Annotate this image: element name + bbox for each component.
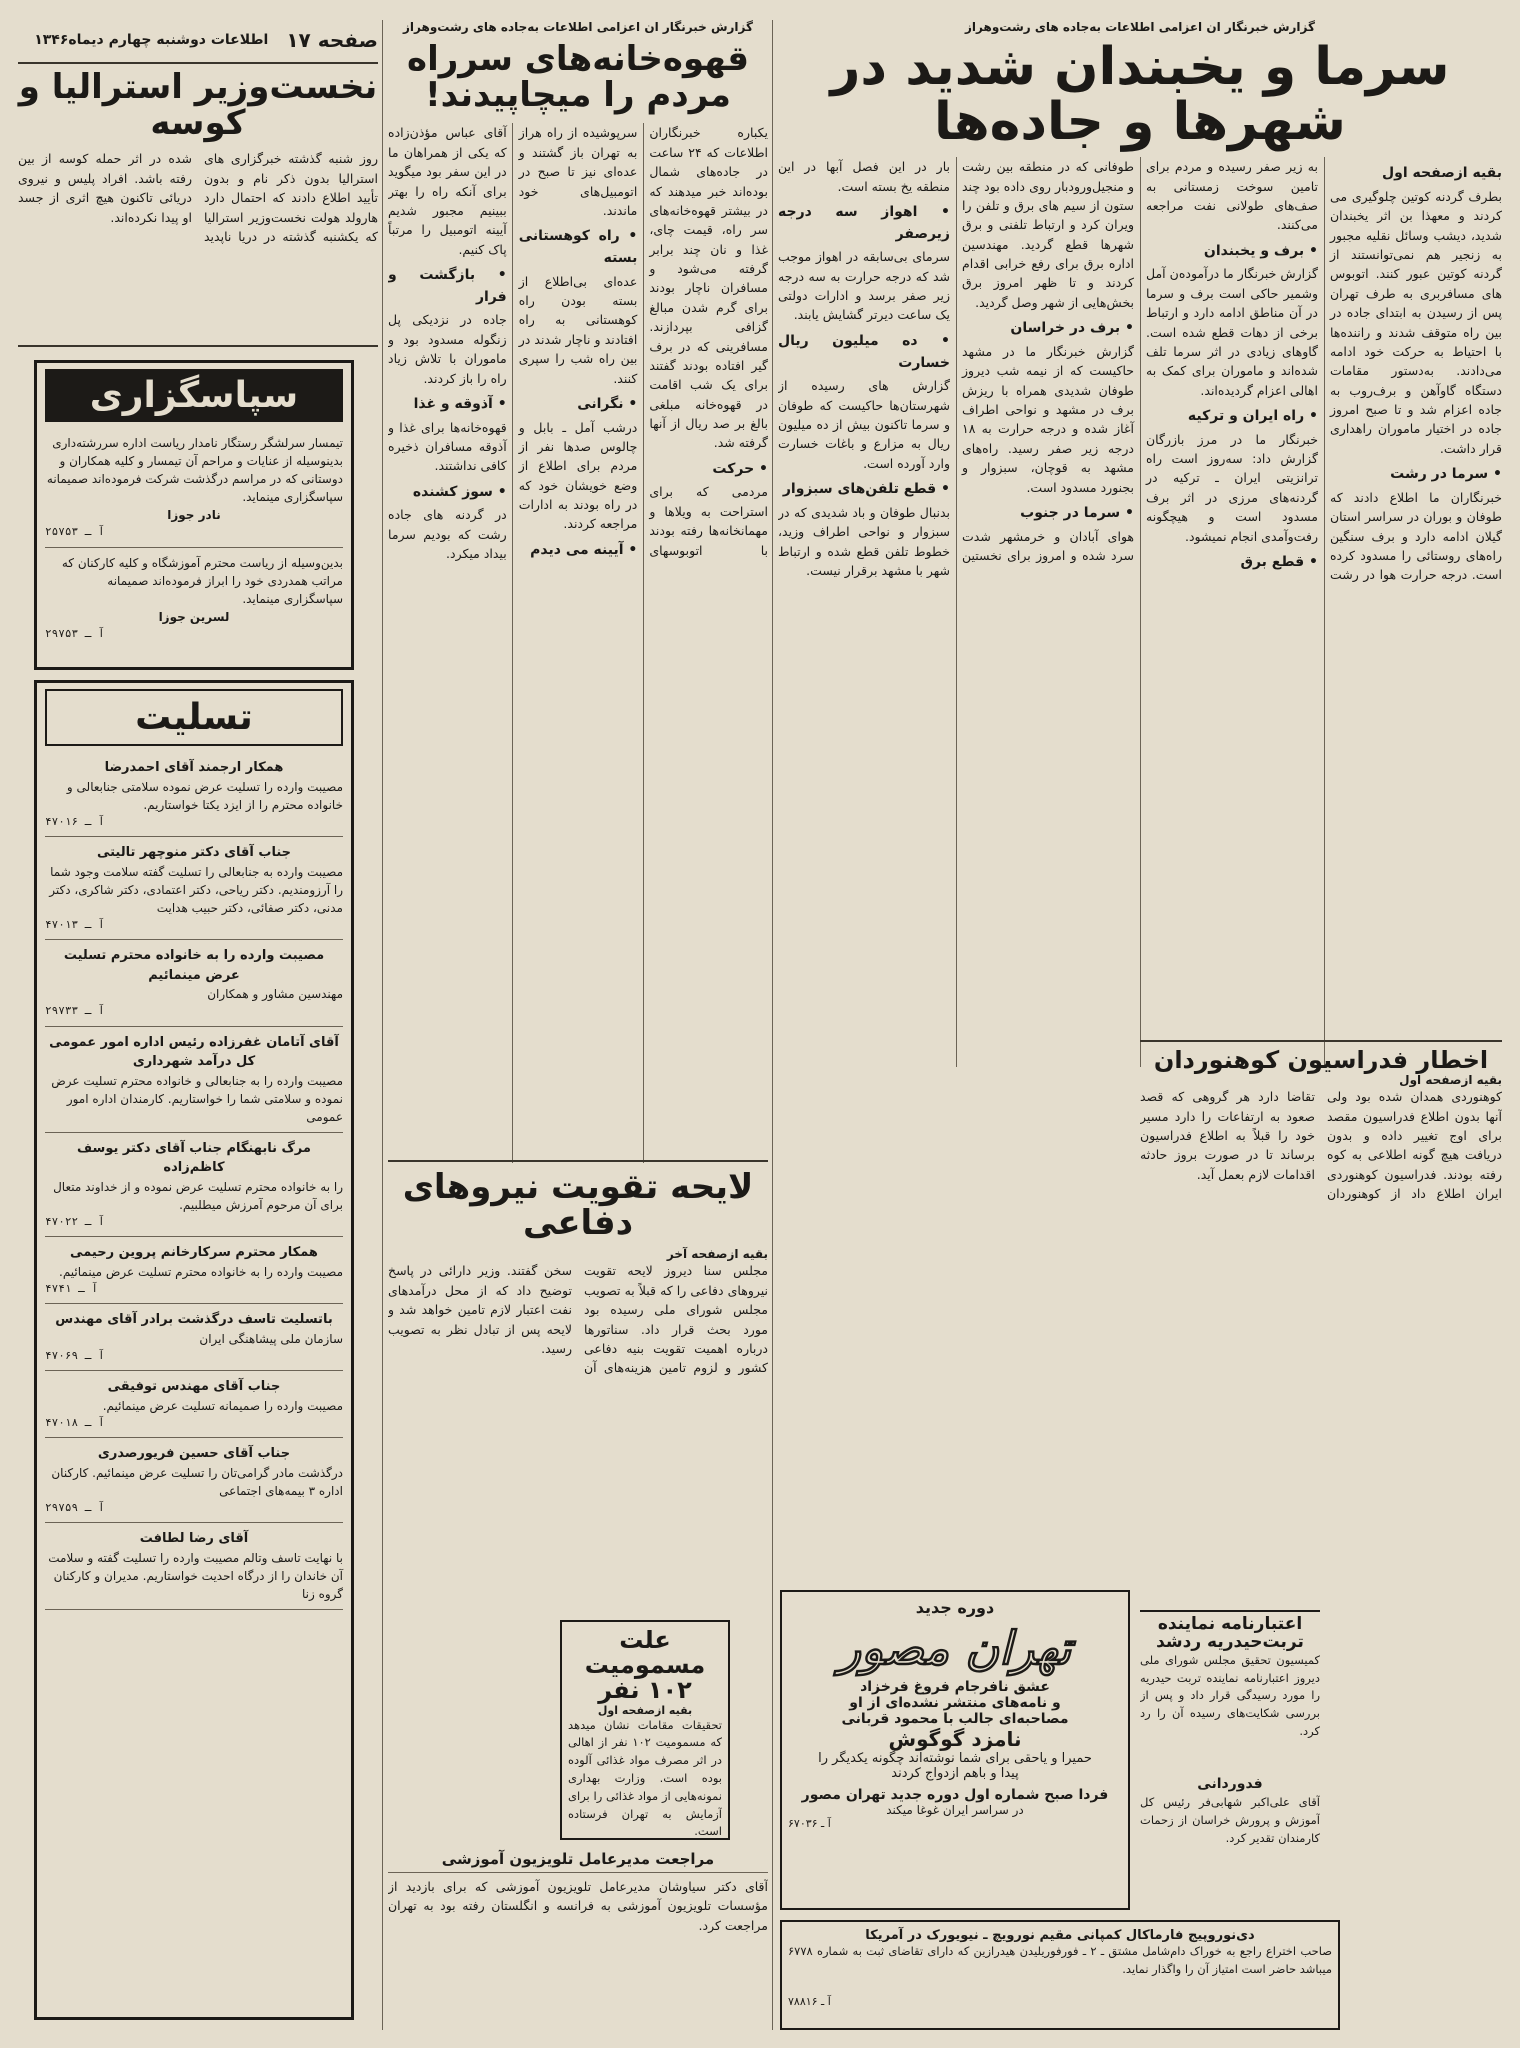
tv-story [388,1850,768,2030]
condolence-code: آ ـ ۲۹۷۳۳ [45,1004,105,1017]
condolence-notice [45,752,343,837]
thanks-text: تیمسار سرلشگر رستگار نامدار ریاست اداره سررشته‌داری بدینوسیله از عنایات و مراحم آن تیمسار و کلیه همکاران و دوستانی که در مراسم درگذشت شرکت فرموده‌اند صمیمانه سپاسگزاری مینماید. [46,436,343,504]
condolence-heading: باتسلیت تاسف درگذشت برادر آقای مهندس [55,1312,333,1327]
main-sub-rasht: • سرما در رشت [1330,464,1502,486]
defense-text: مجلس سنا دیروز لایحه تقویت نیروهای دفاعی را که قبلاً به تصویب مجلس شورای ملی رسیده بود مورد بحث قرار داد. سناتورها درباره اهمیت تقویت بنیه دفاعی کشور و لزوم تامین هزینه‌های آن سخن گفتند. وزیر دارائی در پاسخ توضیح داد که از محل درآمدهای نفت اعتبار لازم تامین خواهد شد و لایحه پس از تبادل نظر به تصویب رسید. [388,1263,768,1376]
thanks-title: سپاسگزاری [45,369,343,422]
magazine-line-4: نامزد گوگوش [888,1727,1022,1751]
condolence-notice [45,1371,343,1438]
magazine-banner: تهران مصور [838,1621,1072,1675]
condolence-body: مصیبت وارده را صمیمانه تسلیت عرض مینمائیم. [102,1398,343,1413]
condolence-code: آ ـ ۴۷۰۲۲ [45,1214,105,1228]
magazine-ad [780,1590,1130,1910]
condolence-heading: آقای رضا لطافت [139,1531,249,1546]
company-text: صاحب اختراع راجع به خوراک دام‌شامل مشتق ـ ۲ ـ فورفوریلیدن هیدرازین که دارای تقاضای ثبت به شماره ۶۷۷۸ میباشد حاضر است امتیاز آن را واگذار نماید. [788,1944,1332,1976]
condolence-notice [45,1304,343,1371]
condolence-heading: مرگ نابهنگام جناب آقای دکتر یوسف کاظم‌زاده [77,1140,311,1175]
condolence-code: آ ـ ۴۷۰۶۹ [45,1348,105,1362]
condolence-code: آ ـ ۴۷۰۱۶ [45,814,105,828]
main-sub-khorasan: • برف در خراسان [962,318,1134,340]
thanks-text-2: بدین‌وسیله از ریاست محترم آموزشگاه و کلیه کارکنان که مراتب همدردی خود را ابراز فرموده‌اند صمیمانه سپاسگزاری مینماید. [61,555,343,606]
cafe-text-6: جاده در نزدیکی پل زنگوله مسدود بود و ماموران با تلاش زیاد راه را باز کردند. [388,312,507,386]
condolence-body: مصیبت وارده را به خانواده محترم تسلیت عرض مینمائیم. [59,1264,343,1279]
condolence-body: مهندسین مشاور و همکاران [207,987,343,1001]
condolence-body: را به خانواده محترم تسلیت عرض نموده و از خداوند متعال برای آن مرحوم آمرزش میطلبیم. [53,1179,343,1212]
condolence-code: آ ـ ۴۷۰۱۸ [45,1415,105,1429]
magazine-line-2: و نامه‌های منتشر نشده‌ای از او [849,1695,1061,1711]
cafe-text-5: آقای عباس مؤذن‌زاده که یکی از همراهان ما در این سفر بود میگوید برای آنکه راه را بهتر ببینیم مجبور شدیم آیینه اتومبیل را مرتباً پاک کنیم. [388,125,507,257]
thanks-code-2: آ ـ ۲۹۷۵۳ [45,626,105,640]
condolence-body: درگذشت مادر گرامی‌تان را تسلیت عرض مینمائیم. کارکنان اداره ۳ بیمه‌های اجتماعی [51,1465,343,1498]
main-col3-text4: گزارش های رسیده از شهرستان‌ها حاکیست که طوفان و سرما تاکنون بیش از ده میلیون ریال به مزارع و باغات خسارت وارد آورده است. [778,378,950,471]
magazine-tag: دوره جدید [915,1598,995,1617]
thanks-notice-1 [45,428,343,548]
condolence-body: مصیبت وارده را به جنابعالی و خانواده محترم تسلیت عرض نموده و سلامتی شما را خواستاریم. کارمندان اداره امور عمومی [51,1073,343,1124]
main-col1: بطرف گردنه کوتین چلوگیری می کردند و معهذا بن اثر یخبندان شدید، دیشب وسائل نقلیه مجبور به زنجیر هم نمی‌توانستند از گردنه کوتین عبور کنند. اتوبوس های مسافربری به طرف تهران پس از رسیدن به ابتدای جاده در بین راه متوقف شدند و راننده‌ها با احتیاط به حرکت خود ادامه می‌دادند. به‌دستور مقامات دستگاه گاوآهن و برف‌روب به جاده اعزام شد و تا صبح امروز جاده در اختیار ماموران راهداری قرار داشت. [1330,188,1502,456]
main-col3-text2: هوای آبادان و خرمشهر شدت سرد شده و امروز برای نخستین بار در این فصل آبها در این منطقه یخ بسته است. [778,159,1134,563]
election-text: کمیسیون تحقیق مجلس شورای ملی دیروز اعتبارنامه نماینده تربت حیدریه را مورد رسیدگی قرار داد و پس از بررسی شکایت‌های رسیده آن را رد کرد. [1140,1652,1320,1738]
cafe-kicker: گزارش خبرنگار ان اعزامی اطلاعات به‌جاده های رشت‌وهراز [403,20,753,34]
paper-date: اطلاعات دوشنبه چهارم دیماه۱۳۴۶ [34,32,269,48]
pm-story [18,67,378,340]
condolence-notice [45,1438,343,1523]
main-sub-snow: • برف و یخبندان [1146,241,1318,263]
main-col1-text3: گزارش خبرنگار ما درآموده‌ن آمل وشمیر حاکی است برف و سرما در آن مناطق ادامه دارد و ارتباط برخی از دهات قطع شده است. گاوهای زیادی در اثر سرما تلف شده‌اند و ماموران برای کمک به اهالی اعزام گردیده‌اند. [1146,266,1318,398]
cafe-story [388,20,768,1150]
election-story [1140,1610,1320,1760]
condolence-body: با نهایت تاسف وتالم مصیبت وارده را تسلیت گفته و سلامت آن خاندان را از درگاه احدیت خواستاریم. مدیران و کارکنان گروه زنا [48,1550,343,1601]
stores-story [1140,1770,1320,1890]
condolence-heading: جناب آقای دکتر منوچهر تالیتی [96,845,292,860]
condolence-box [34,680,354,2020]
condolence-heading: مصیبت وارده را به خانواده محترم تسلیت عرض مینمائیم [63,948,325,983]
pm-headline: نخست‌وزیر استرالیا و کوسه [18,67,378,143]
condolence-body: سازمان ملی پیشاهنگی ایران [199,1331,343,1346]
defense-continued: بقیه ازصفحه آخر [666,1247,768,1262]
cafe-sub-7: • سوز کشنده [388,482,507,504]
main-col3-text1: گزارش خبرنگار ما در مشهد حاکیست که از نیمه شب دیروز طوفان شدیدی همراه با ریزش برف در مشهد و نواحی اطراف آغاز شده و درجه حرارت به ۱۸ درجه زیر صفر رسید. راه‌های مشهد به قوچان، سبزوار و بجنورد مسدود است. [962,343,1134,495]
main-sub-ahvaz: • اهواز سه درجه زیرصفر [778,202,950,245]
condolence-heading: جناب آقای مهندس توفیقی [107,1379,281,1394]
magazine-footer: فردا صبح شماره اول دوره جدید تهران مصور [801,1787,1109,1803]
cooperatives-story [1140,1040,1502,1600]
cafe-body [388,123,768,1163]
magazine-line-5: حمیرا و یاحقی برای شما نوشته‌اند چگونه یکدیگر را [818,1751,1092,1766]
condolence-heading: همکار محترم سرکارخانم پروین رحیمی [70,1245,318,1260]
thanks-signature: نادر جوزا [167,508,221,522]
magazine-line-1: عشق نافرجام فروغ فرخزاد [860,1679,1050,1695]
condolence-heading: جناب آقای حسین فریورصدری [97,1446,291,1461]
pm-rule [18,345,378,347]
cafe-text-7: قهوه‌خانه‌ها برای غذا و آذوقه مسافران ذخیره کافی نداشتند. [388,419,507,474]
main-col2-text1: خبرنگار ما در مرز بازرگان گزارش داد: سه‌روز است راه ترانزیتی ایران ـ ترکیه در گردنه‌های مرزی در اثر برف مسدود است و هیچگونه رفت‌وآمدی انجام نمیشود. [1146,431,1318,544]
cafe-headline: قهوه‌خانه‌های سرراه مردم را میچاپیدند! [407,39,749,115]
company-ad [780,1920,1340,2030]
condolence-heading: همکار ارجمند آقای احمدرضا [104,760,284,775]
poison-text: تحقیقات مقامات نشان میدهد که مسمومیت ۱۰۲ نفر از اهالی در اثر مصرف مواد غذائی آلوده بوده است. وزارت بهداری نمونه‌هایی از مواد غذائی را برای آزمایش به تهران فرستاده است. [568,1717,722,1839]
poison-headline: علت مسمومیت ۱۰۲ نفر [584,1626,706,1705]
condolence-title: تسلیت [45,689,343,746]
main-sub-power: • قطع برق [1146,552,1318,574]
main-continued: بقیه ازصفحه اول [1382,165,1502,182]
cafe-rule [388,1160,768,1162]
condolence-heading: آقای آتامان غفرزاده رئیس اداره امور عمومی کل درآمد شهرداری [49,1034,339,1069]
defense-story [388,1167,768,1610]
main-headline: سرما و یخبندان شدید در شهرها و جاده‌ها [830,37,1450,152]
column-rule-1 [382,20,383,2030]
pm-text: روز شنبه گذشته خبرگزاری های استرالیا بدون ذکر نام و بدون تأیید اطلاع دادند که احتمال دارد هارولد هولت نخست‌وزیر استرالیا که یکشنبه گذشته در دریا ناپدید شده در اثر حمله کوسه از بین رفته باشد. افراد پلیس و نیروی دریائی تاکنون هیچ اثری از جسد او پیدا نکرده‌اند. [18,151,378,244]
main-col3-text5: بدنبال طوفان و باد شدیدی که در سبزوار و نواحی اطراف وزید، خطوط تلفن قطع شده و ارتباط شهر با مشهد برقرار نیست. [778,504,950,578]
main-col1-text2: خبرنگاران ما اطلاع دادند که طوفان و بوران در سراسر استان گیلان ادامه دارد و برف سنگین راه‌های روستائی را مسدود کرده است. درجه حرارت هوا در رشت به زیر صفر رسیده و مردم برای تامین سوخت زمستانی به صف‌های طولانی نفت مراجعه می‌کنند. [1146,159,1502,583]
cafe-text-4: درشب آمل ـ بابل و چالوس صدها نفر از مردم برای اطلاع از وضع خویشان خود که در راه بودند به ادارات مراجعه کردند. [518,419,638,532]
thanks-code: آ ـ ۲۵۷۵۳ [45,525,105,538]
folio [18,20,378,60]
folio-rule [18,62,378,64]
cafe-sub-4: • آیینه می دیدم [519,540,638,562]
main-body [778,157,1502,1067]
main-story [778,20,1502,1030]
magazine-footer-2: در سراسر ایران غوغا میکند [886,1803,1024,1817]
cooperatives-text: کوهنوردی همدان شده بود ولی آنها بدون اطلاع فدراسیون مقصد برای اوج تغییر داده و بدون دریافت هیچ گونه اطلاعی به کوه رفته بودند. فدراسیون کوهنوردی ایران اطلاع داد از کوهنوردان تقاضا دارد هر گروهی که قصد صعود به ارتفاعات را دارد مسیر خود را قبلاً به اطلاع فدراسیون برساند تا در صورت بروز حادثه اقدامات لازم بعمل آید. [1140,1089,1502,1202]
cafe-text-3: عده‌ای بی‌اطلاع از بسته بودن راه کوهستانی به راه افتادند و ناچار شدند در بین راه شب را سپری کنند. [518,273,638,386]
condolence-body: مصیبت وارده به جنابعالی را تسلیت گفته سلامت وجود شما را آرزومندیم. دکتر ریاحی، دکتر اعتمادی، دکتر شاکری، دکتر مدنی، دکتر صفائی، دکتر حبیب هدایت [49,864,343,915]
condolence-notice [45,940,343,1027]
cafe-sub-2: • راه کوهستانی بسته [519,226,638,269]
company-code: آ ـ ۷۸۸۱۶ [788,1995,831,2008]
main-sub-damage: • ده میلیون ریال خسارت [778,331,950,374]
stores-text: آقای علی‌اکبر شهابی‌فر رئیس کل آموزش و پرورش خراسان از زحمات کارمندان تقدیر کرد. [1140,1795,1320,1845]
cafe-sub-5: • بازگشت و فرار [388,265,507,308]
election-headline: اعتبارنامه نماینده تربت‌حیدریه ردشد [1140,1610,1320,1652]
main-kicker: گزارش خبرنگار ان اعزامی اطلاعات به‌جاده های رشت‌وهراز [965,20,1315,34]
defense-headline: لایحه تقویت نیروهای دفاعی [402,1167,754,1243]
poison-continued: بقیه ازصفحه اول [597,1703,693,1717]
cooperatives-headline: اخطار فدراسیون کوهنوردان [1153,1046,1489,1074]
cooperatives-continued: بقیه ازصفحه اول [1399,1073,1502,1088]
condolence-notice [45,837,343,940]
condolence-notice [45,1027,343,1133]
condolence-notice [45,1133,343,1238]
main-col3-text3: سرمای بی‌سابقه در اهواز موجب شد که درجه حرارت به سه درجه زیر صفر برسد و ادارات دولتی یک ساعت دیرتر گشایش یابند. [778,249,950,323]
main-col2-text2: طوفانی که در منطقه بین رشت و منجیل‌ورودبار روی داده بود چند ستون از سیم های برق و تلفن را ویران کرد و ارتباط تلفنی و برق شهرها قطع گردید. مهندسین اداره برق برای رفع خرابی اقدام کردند و تا ظهر امروز برق بخش‌هایی از شهر وصل گردید. [962,159,1134,310]
cafe-sub-6: • آذوقه و غذا [388,394,507,416]
thanks-ad [34,360,354,670]
main-sub-south: • سرما در جنوب [962,503,1134,525]
company-title: دی‌نوروپیج فارماکال کمپانی مقیم نورویچ ـ نیویورک در آمریکا [865,1928,1255,1943]
cafe-text-1: یکباره خبرنگاران اطلاعات که ۲۴ ساعت در جاده‌های شمال بوده‌اند خبر میدهند که در بیشتر قهوه‌خانه‌های سر راه، قیمت چای، غذا و نان چند برابر گرفته می‌شود و مسافران ناچار بودند برای گرم شدن مبالغ گزافی بپردازند. مسافرینی که در برف گیر افتاده بودند گفتند برای یک شب اقامت در قهوه‌خانه مبلغی بالغ بر صد ریال از آنها گرفته شد. [649,125,768,451]
thanks-signature-2: لسرین جوزا [158,609,230,624]
condolence-code: آ ـ ۴۷۰۱۳ [45,917,105,931]
condolence-notice [45,1237,343,1304]
condolence-notice [45,1523,343,1610]
condolence-code: آ ـ ۲۹۷۵۹ [45,1500,105,1514]
cafe-sub-1: • حرکت [649,459,768,481]
condolence-list [45,752,343,1610]
cafe-sub-3: • نگرانی [519,394,638,416]
cafe-text-2: مردمی که برای استراحت به ویلاها و مهمانخانه‌ها رفته بودند با اتوبوسهای سرپوشیده از راه هراز به تهران باز گشتند و عده‌ای نیز تا صبح در اتومبیل‌های خود ماندند. [518,125,768,558]
main-sub-turkey: • راه ایران و ترکیه [1146,406,1318,428]
poison-story [560,1620,730,1840]
condolence-code: آ ـ ۴۷۴۱ [45,1281,98,1295]
cafe-text-8: در گردنه های جاده رشت که بودیم سرما بیداد میکرد. [388,507,507,562]
column-rule-2 [772,20,773,2030]
tv-text: آقای دکتر سیاوشان مدیرعامل تلویزیون آموزشی که برای بازدید از مؤسسات تلویزیون آموزشی به فرانسه و انگلستان رفته بود به تهران مراجعت کرد. [388,1879,768,1933]
magazine-line-3: مصاحبه‌ای جالب با محمود قربانی [841,1711,1069,1727]
condolence-body: مصیبت وارده را تسلیت عرض نموده سلامتی جنابعالی و خانواده محترم را از ایزد یکتا خواستاریم. [66,779,343,812]
stores-sub: فدوردانی [1197,1776,1263,1792]
magazine-line-6: پیدا و باهم ازدواج کردند [891,1766,1019,1781]
page-number: صفحه ۱۷ [286,28,378,52]
main-sub-sabzevar: • قطع تلفن‌های سبزوار [778,479,950,501]
thanks-notice-2 [45,548,343,649]
tv-headline: مراجعت مدیرعامل تلویزیون آموزشی [388,1850,768,1873]
magazine-code: آ ـ ۶۷۰۳۶ [788,1817,831,1830]
